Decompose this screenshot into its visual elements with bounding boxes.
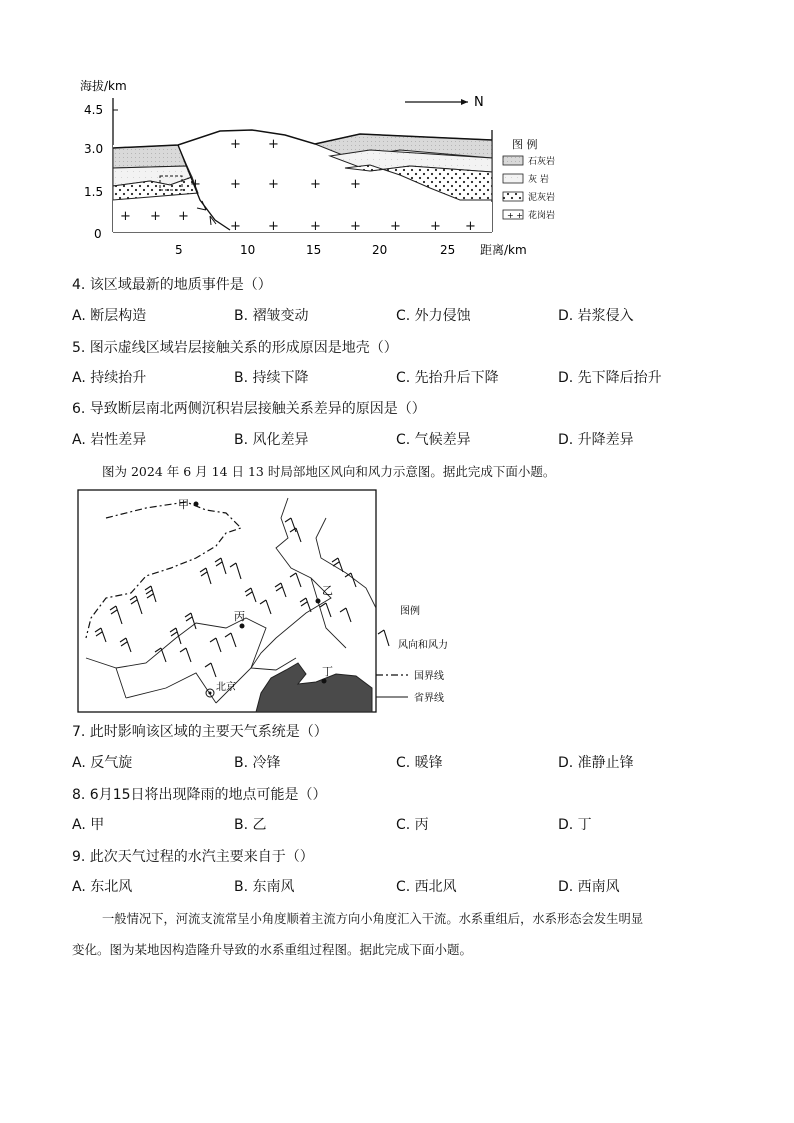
option[interactable]: D. 先下降后抬升 xyxy=(558,370,662,386)
y-axis-title: 海拔/km xyxy=(80,79,127,93)
legend-label: 花岗岩 xyxy=(528,211,556,221)
option[interactable]: B. 东南风 xyxy=(234,879,295,895)
river-intro-line2: 变化。图为某地因构造隆升导致的水系重组过程图。据此完成下面小题。 xyxy=(72,942,473,957)
option[interactable]: A. 持续抬升 xyxy=(72,370,147,386)
svg-text:+: + xyxy=(150,209,161,224)
question-stem: 7. 此时影响该区域的主要天气系统是（） xyxy=(72,724,328,740)
option[interactable]: C. 先抬升后下降 xyxy=(396,370,499,386)
river-intro-line1: 一般情况下，河流支流常呈小角度顺着主流方向小角度汇入干流。水系重组后，水系形态会发生明显 xyxy=(102,912,644,926)
option[interactable]: D. 升降差异 xyxy=(558,432,634,448)
option[interactable]: D. 准静止锋 xyxy=(558,755,634,771)
legend-label: 石灰岩 xyxy=(528,157,556,167)
y-tick: 4.5 xyxy=(84,103,104,117)
map-legend-province: 省界线 xyxy=(414,693,444,704)
svg-text:+: + xyxy=(310,177,321,192)
svg-text:+: + xyxy=(268,177,279,192)
option[interactable]: B. 冷锋 xyxy=(234,755,281,771)
svg-text:+: + xyxy=(230,219,241,234)
place-bing: 丙 xyxy=(234,610,245,623)
svg-text:+: + xyxy=(350,177,361,192)
x-tick: 10 xyxy=(240,243,256,257)
option[interactable]: B. 乙 xyxy=(234,817,267,833)
place-ding-dot xyxy=(322,679,327,684)
option[interactable]: B. 褶皱变动 xyxy=(234,308,309,324)
geologic-cross-section xyxy=(70,60,590,265)
legend-title: 图 例 xyxy=(512,138,538,151)
option[interactable]: D. 丁 xyxy=(558,817,592,833)
svg-text:+: + xyxy=(390,219,401,234)
option[interactable]: C. 丙 xyxy=(396,817,429,833)
place-yi-dot xyxy=(316,599,321,604)
question-stem: 5. 图示虚线区域岩层接触关系的形成原因是地壳（） xyxy=(72,340,398,356)
place-jia: 甲 xyxy=(178,498,189,511)
x-tick: 5 xyxy=(175,243,183,257)
x-axis-title: 距离/km xyxy=(480,243,527,257)
y-tick: 3.0 xyxy=(84,142,104,156)
option[interactable]: A. 东北风 xyxy=(72,879,133,895)
map-legend-title: 图例 xyxy=(400,606,420,617)
map-legend-wind: 风向和风力 xyxy=(398,640,448,651)
svg-text:+: + xyxy=(178,209,189,224)
y-tick: 0 xyxy=(94,227,102,241)
legend-swatch-gray xyxy=(503,174,523,183)
question-stem: 6. 导致断层南北两侧沉积岩层接触关系差异的原因是（） xyxy=(72,401,426,417)
x-tick: 20 xyxy=(372,243,388,257)
option[interactable]: A. 岩性差异 xyxy=(72,432,147,448)
x-tick: 15 xyxy=(306,243,322,257)
legend-swatch-limestone xyxy=(503,156,523,165)
wind-map xyxy=(76,488,476,716)
option[interactable]: C. 外力侵蚀 xyxy=(396,308,471,324)
svg-text:+: + xyxy=(268,219,279,234)
place-ding: 丁 xyxy=(322,665,333,678)
map-intro-text: 图为 2024 年 6 月 14 日 13 时局部地区风向和风力示意图。据此完成下面小题。 xyxy=(102,464,556,479)
place-jia-dot xyxy=(194,502,199,507)
map-legend-border: 国界线 xyxy=(414,671,444,682)
option[interactable]: D. 西南风 xyxy=(558,879,620,895)
option[interactable]: C. 暖锋 xyxy=(396,755,443,771)
svg-text:+: + xyxy=(430,219,441,234)
option[interactable]: C. 西北风 xyxy=(396,879,457,895)
svg-text:+: + xyxy=(190,177,201,192)
svg-text:+: + xyxy=(310,219,321,234)
question-stem: 8. 6月15日将出现降雨的地点可能是（） xyxy=(72,787,327,803)
option[interactable]: B. 风化差异 xyxy=(234,432,309,448)
svg-text:+: + xyxy=(465,219,476,234)
option[interactable]: C. 气候差异 xyxy=(396,432,471,448)
svg-text:+: + xyxy=(350,219,361,234)
place-beijing: 北京 xyxy=(216,682,236,693)
north-label: N xyxy=(474,95,484,110)
svg-text:+: + xyxy=(230,177,241,192)
question-stem: 4. 该区域最新的地质事件是（） xyxy=(72,277,272,293)
legend-label: 灰 岩 xyxy=(528,175,549,185)
legend-swatch-marl xyxy=(503,192,523,201)
option[interactable]: A. 断层构造 xyxy=(72,308,147,324)
option[interactable]: D. 岩浆侵入 xyxy=(558,308,634,324)
svg-text:+: + xyxy=(230,137,241,152)
option[interactable]: B. 持续下降 xyxy=(234,370,309,386)
x-tick: 25 xyxy=(440,243,456,257)
place-bing-dot xyxy=(240,624,245,629)
limestone-layer-south xyxy=(113,145,187,168)
legend-label: 泥灰岩 xyxy=(528,193,556,203)
y-tick: 1.5 xyxy=(84,185,104,199)
question-stem: 9. 此次天气过程的水汽主要来自于（） xyxy=(72,849,314,865)
legend-wind-symbol xyxy=(378,630,389,646)
option[interactable]: A. 反气旋 xyxy=(72,755,133,771)
option[interactable]: A. 甲 xyxy=(72,817,105,833)
place-yi: 乙 xyxy=(322,584,333,597)
svg-text:+: + xyxy=(268,137,279,152)
svg-text:+: + xyxy=(120,209,131,224)
svg-text:+ +: + + xyxy=(507,211,523,220)
